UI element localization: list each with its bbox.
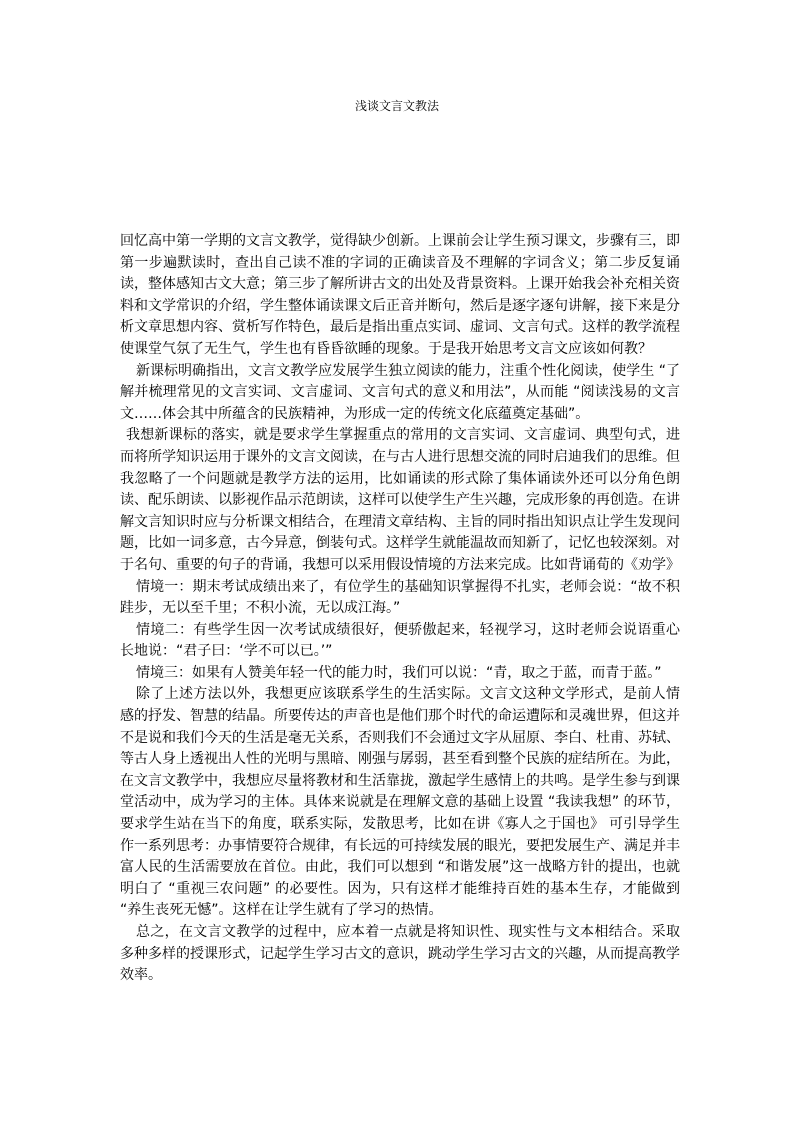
article-body [120, 231, 680, 987]
paragraph-scenario-two: 情境二：有些学生因一次考试成绩很好，便骄傲起来，轻视学习，这时老师会说语重心长地说：“君子曰：‘学不可以已。’” [120, 621, 680, 660]
paragraph-scenario-one: 情境一：期末考试成绩出来了，有位学生的基础知识掌握得不扎实，老师会说：“故不积跬步，无以至千里；不积小流，无以成江海。” [120, 578, 680, 617]
paragraph-curriculum: 新课标明确指出，文言文教学应发展学生独立阅读的能力，注重个性化阅读，使学生 “了解并梳理常见的文言实词、文言虚词、文言句式的意义和用法”，从而能 “阅读浅易的文言文……体会其中所蕴含的民族精神，为形成一定的传统文化底蕴奠定基础”。 [120, 362, 680, 422]
paragraph-intro: 回忆高中第一学期的文言文教学，觉得缺少创新。上课前会让学生预习课文，步骤有三，即第一步遍默读时，查出自己读不准的字词的正确读音及不理解的字词含义；第二步反复诵读，整体感知古文大意；第三步了解所讲古文的出处及背景资料。上课开始我会补充相关资料和文学常识的介绍，学生整体诵读课文后正音并断句，然后是逐字逐句讲解，接下来是分析文章思想内容、赏析写作特色，最后是指出重点实词、虚词、文言句式。这样的教学流程使课堂气氛了无生气，学生也有昏昏欲睡的现象。于是我开始思考文言文应该如何教？ [120, 233, 680, 357]
paragraph-scenario-three: 情境三：如果有人赞美年轻一代的能力时，我们可以说：“青，取之于蓝，而青于蓝。” [136, 664, 662, 681]
paragraph-conclusion: 总之，在文言文教学的过程中，应本着一点就是将知识性、现实性与文本相结合。采取多种多样的授课形式，记起学生学习古文的意识，跳动学生学习古文的兴趣，从而提高教学效率。 [120, 924, 680, 984]
paragraph-real-life: 除了上述方法以外，我想更应该联系学生的生活实际。文言文这种文学形式，是前人情感的抒发、智慧的结晶。所要传达的声音也是他们那个时代的命运遭际和灵魂世界，但这并不是说和我们今天的生活是毫无关系，否则我们不会通过文字从屈原、李白、杜甫、苏轼、等古人身上透视出人性的光明与黑暗、刚强与孱弱，甚至看到整个民族的症结所在。为此，在文言文教学中，我想应尽量将教材和生活靠拢，激起学生感情上的共鸣。是学生参与到课堂活动中，成为学习的主体。具体来说就是在理解文意的基础上设置 “我读我想” 的环节，要求学生站在当下的角度，联系实际，发散思考，比如在讲《寡人之于国也》 可引导学生作一系列思考：办事情要符合规律，有长远的可持续发展的眼光，要把发展生产、满足并丰富人民的生活需要放在首位。由此，我们可以想到 “和谐发展”这一战略方针的提出，也就明白了 “重视三农问题” 的必要性。因为，只有这样才能维持百姓的基本生存，才能做到 “养生丧死无憾”。这样在让学生就有了学习的热情。 [120, 686, 680, 919]
paragraph-methods: 我想新课标的落实，就是要求学生掌握重点的常用的文言实词、文言虚词、典型句式，进而将所学知识运用于课外的文言文阅读，在与古人进行思想交流的同时启迪我们的思维。但我忽略了一个问题就是教学方法的运用，比如诵读的形式除了集体诵读外还可以分角色朗读、配乐朗读、以影视作品示范朗读，这样可以使学生产生兴趣，完成形象的再创造。在讲解文言知识时应与分析课文相结合，在理清文章结构、主旨的同时指出知识点让学生发现问题，比如一词多意，古今异意，倒装句式。这样学生就能温故而知新了，记忆也较深刻。对于名句、重要的句子的背诵，我想可以采用假设情境的方法来完成。比如背诵荀的《劝学》 [120, 427, 680, 573]
page-title: 浅谈文言文教法 [354, 99, 439, 113]
